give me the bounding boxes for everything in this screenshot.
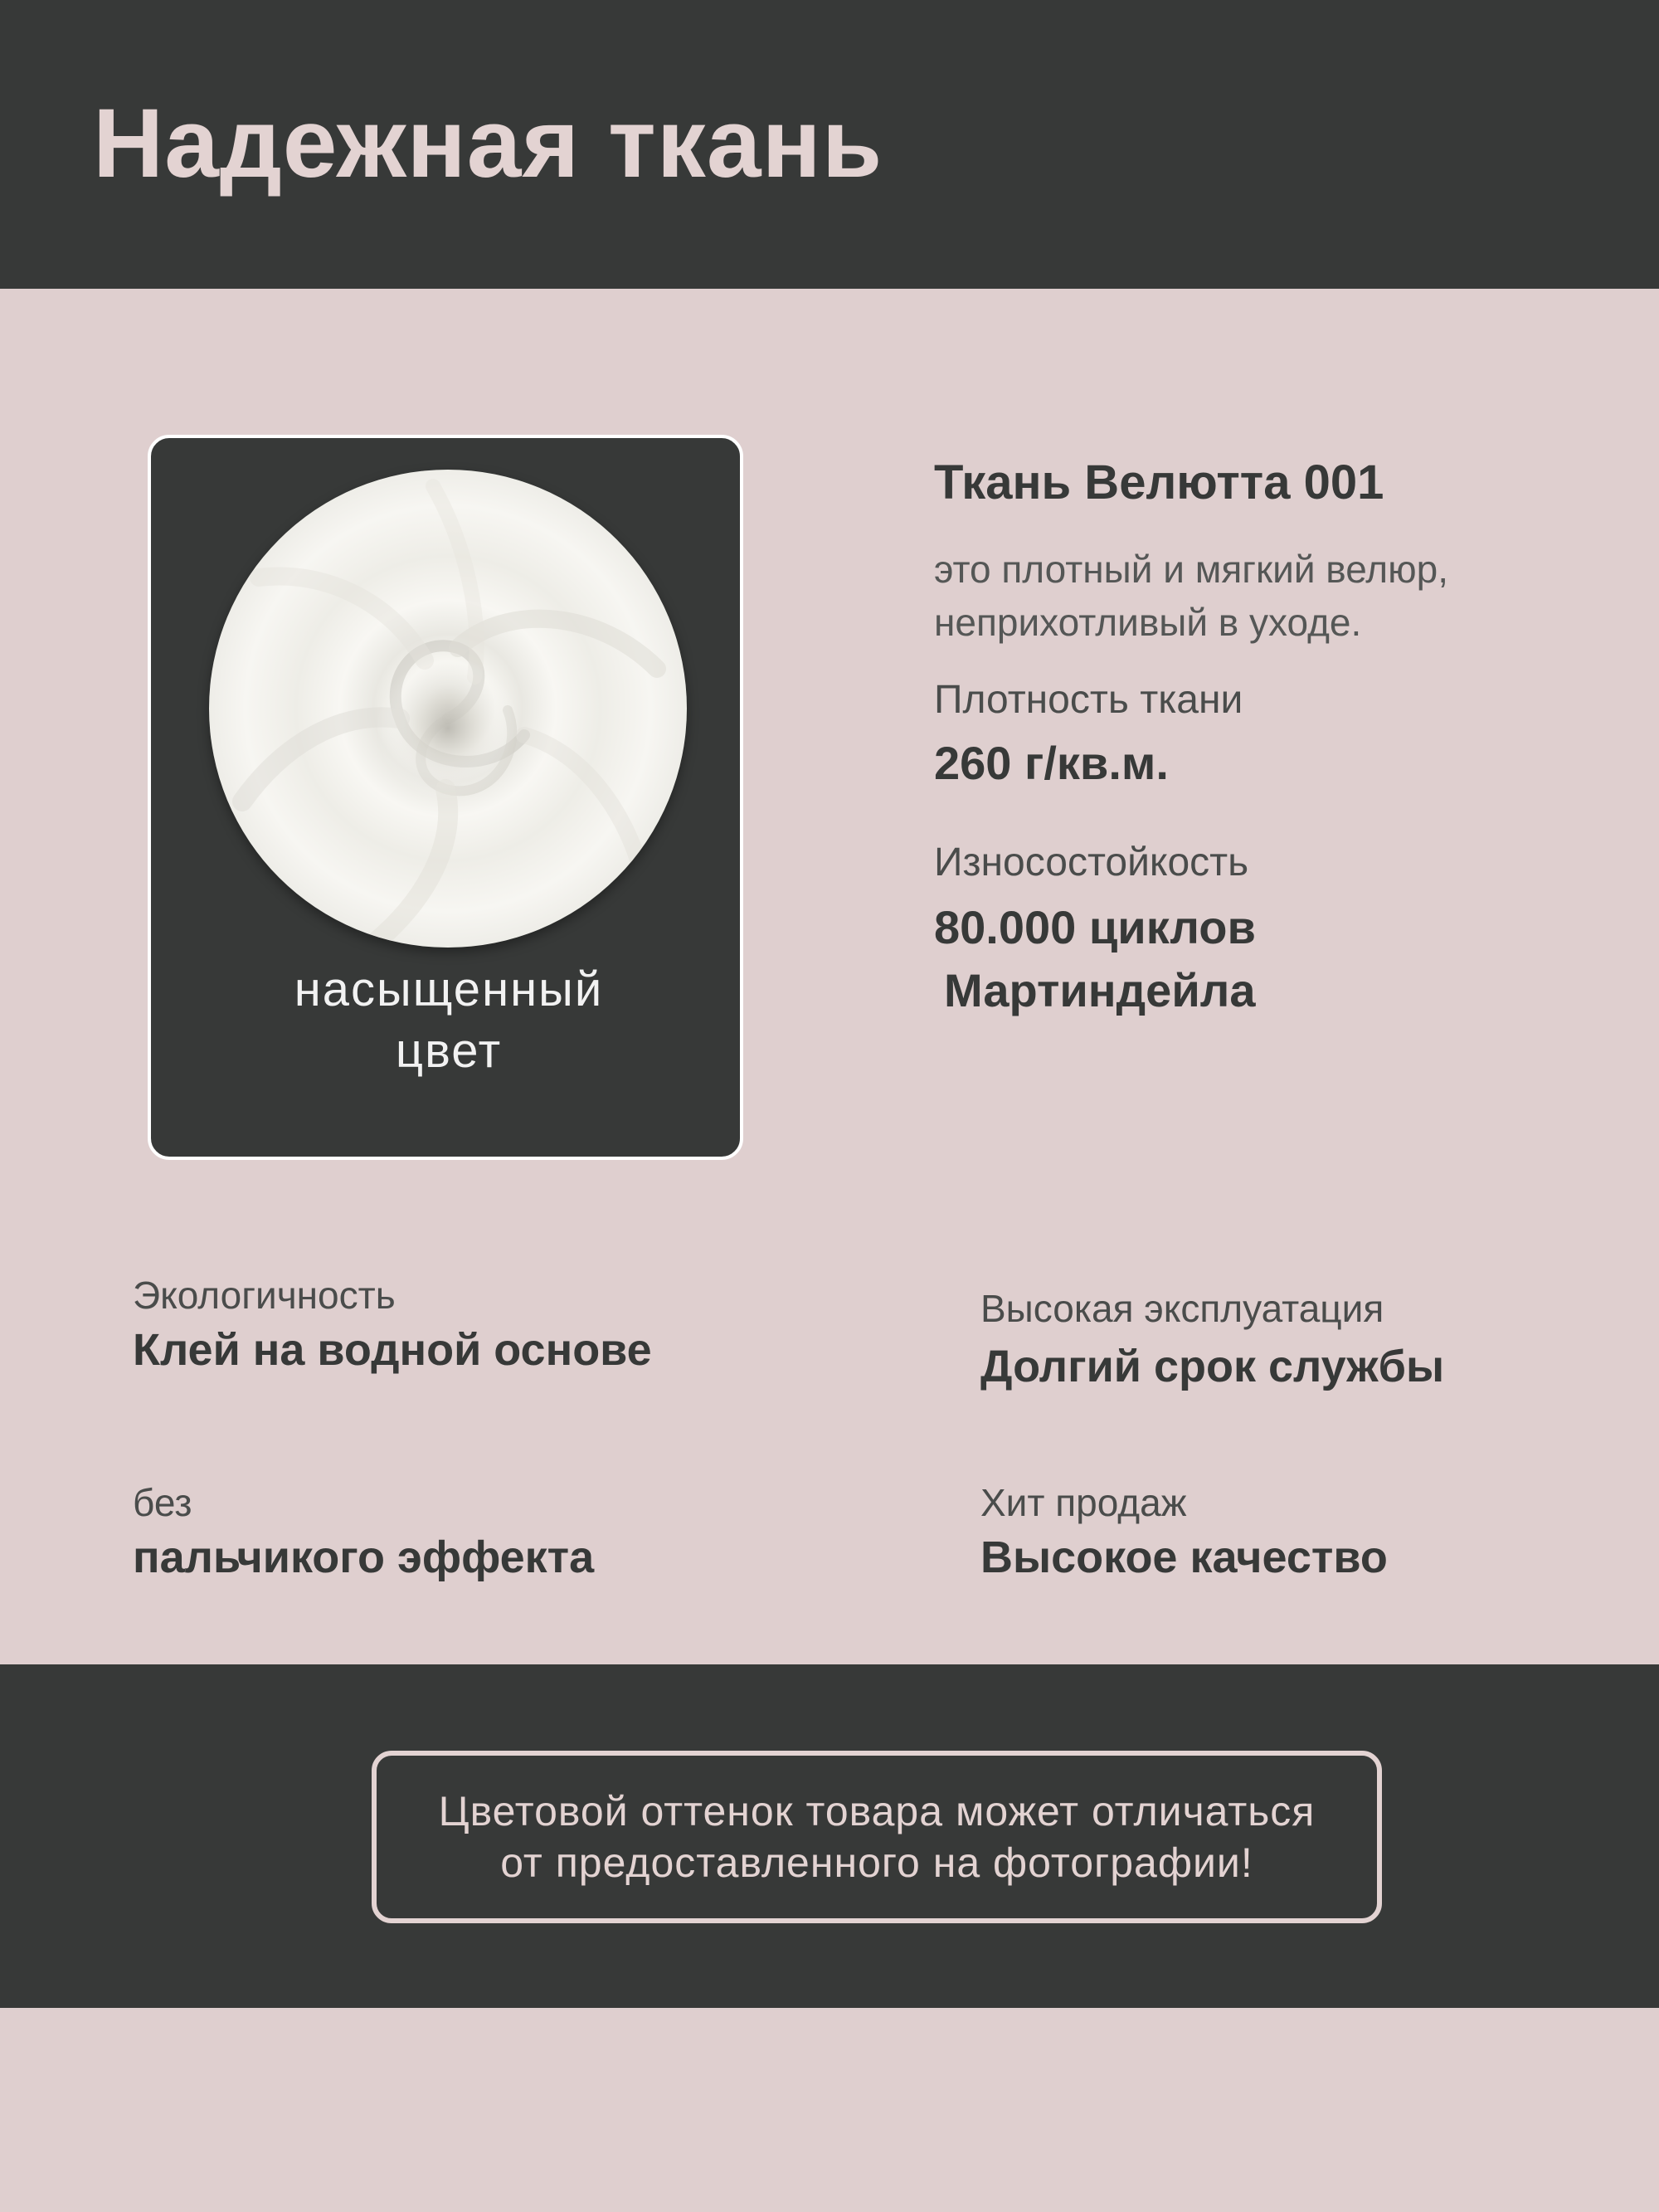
swatch-caption-line1: насыщенный (294, 962, 604, 1016)
feature-label-durability: Высокая эксплуатация (980, 1287, 1384, 1330)
wear-value-line2: Мартиндейла (944, 964, 1256, 1016)
feature-value-durability: Долгий срок службы (980, 1342, 1445, 1391)
fabric-swatch-image (209, 470, 687, 948)
notice-band (0, 1664, 1659, 2008)
product-name: Ткань Велютта 001 (934, 456, 1384, 509)
header-band (0, 0, 1659, 289)
product-description-line1: это плотный и мягкий велюр, (934, 548, 1448, 591)
feature-value-eco: Клей на водной основе (133, 1325, 652, 1375)
fabric-swatch-card (148, 435, 743, 1160)
notice-line1: Цветовой оттенок товара может отличаться (438, 1788, 1316, 1834)
wear-value-line1: 80.000 циклов (934, 901, 1256, 953)
feature-label-no-pilling: без (133, 1481, 192, 1524)
density-label: Плотность ткани (934, 678, 1243, 722)
fabric-swirl-graphic (209, 470, 687, 948)
feature-value-no-pilling: пальчикого эффекта (133, 1532, 595, 1582)
product-description-line2: неприхотливый в уходе. (934, 601, 1362, 644)
swatch-caption-line2: цвет (395, 1024, 503, 1078)
notice-line2: от предоставленного на фотографии! (500, 1839, 1253, 1886)
feature-label-bestseller: Хит продаж (980, 1481, 1187, 1524)
color-notice-box (372, 1751, 1382, 1923)
product-description (934, 543, 1564, 649)
page-title: Надежная ткань (93, 89, 883, 198)
density-value: 260 г/кв.м. (934, 737, 1169, 789)
feature-label-eco: Экологичность (133, 1274, 396, 1317)
swatch-caption (151, 959, 747, 1082)
feature-value-bestseller: Высокое качество (980, 1532, 1388, 1582)
wear-label: Износостойкость (934, 840, 1249, 884)
